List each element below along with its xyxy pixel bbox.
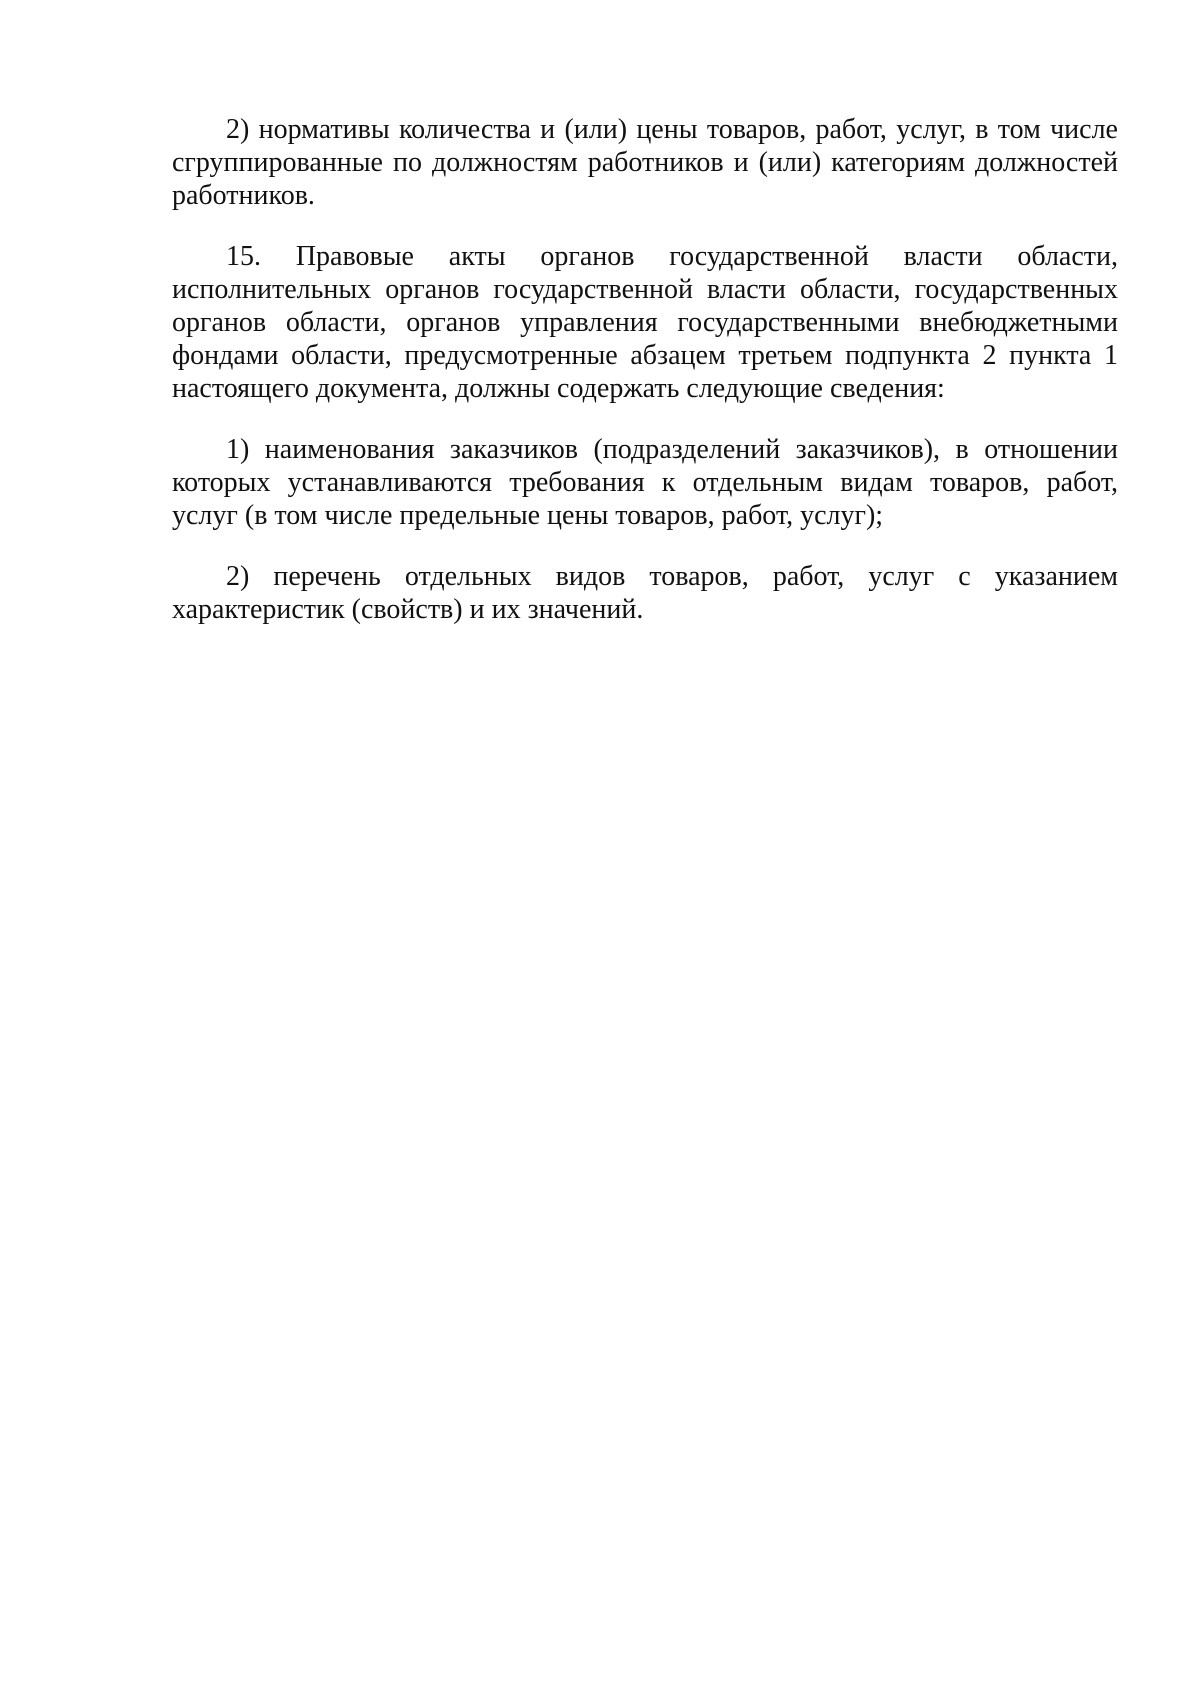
paragraph-customers: 1) наименования заказчиков (подразделений заказчиков), в отношении которых устанавливаются требования к отдельным видам товаров, работ, услуг (в том числе предельные цены товаров, работ, услуг); <box>172 434 1118 531</box>
paragraph-goods-list: 2) перечень отдельных видов товаров, работ, услуг с указанием характеристик (свойств) и их значений. <box>172 561 1118 625</box>
paragraph-item-15: 15. Правовые акты органов государственной власти области, исполнительных органов государственной власти области, государственных органов области, органов управления государственными внебюджетными фондами области, предусмотренные абзацем третьем подпункта 2 пункта 1 настоящего документа, должны содержать следующие сведения: <box>172 241 1118 404</box>
paragraph-norms: 2) нормативы количества и (или) цены товаров, работ, услуг, в том числе сгруппированные по должностям работников и (или) категориям должностей работников. <box>172 114 1118 211</box>
document-body <box>172 113 1118 654</box>
